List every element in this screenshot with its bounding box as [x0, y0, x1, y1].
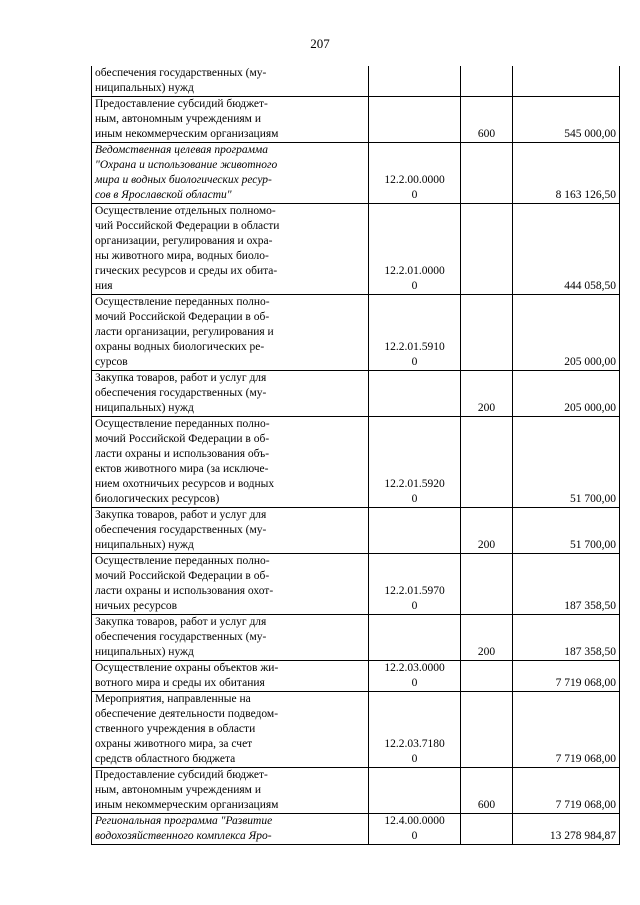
row-code-text: 12.2.01.5920 0 — [384, 478, 445, 505]
table-row — [92, 97, 620, 143]
row-amount-text: 545 000,00 — [564, 128, 616, 140]
row-name-text: Мероприятия, направленные на обеспечение деятельности подведом- ственного учреждения в области охраны животного мира, за счет средств областного бюджета — [95, 693, 279, 765]
row-amount-cell — [513, 692, 620, 768]
row-code-cell — [369, 143, 461, 204]
table-row — [92, 615, 620, 661]
row-amount-cell — [513, 661, 620, 692]
row-code-cell — [369, 66, 461, 97]
row-expense-type-cell — [461, 814, 513, 845]
row-name-cell — [92, 417, 369, 508]
row-name-text: Осуществление переданных полно- мочий Российской Федерации в об- ласти охраны и использования объ- ектов животного мира (за исключе- нием охотничьих ресурсов и водных биологических ресурсов) — [95, 418, 275, 505]
row-code-text: 12.4.00.0000 0 — [384, 815, 445, 842]
row-expense-type-text: 600 — [477, 799, 496, 811]
row-code-text: 12.2.03.7180 0 — [384, 738, 445, 765]
row-amount-text: 444 058,50 — [564, 280, 616, 292]
row-expense-type-cell — [461, 371, 513, 417]
table-row — [92, 417, 620, 508]
row-name-text: обеспечения государственных (му- ниципальных) нужд — [95, 67, 267, 94]
row-expense-type-cell — [461, 615, 513, 661]
row-amount-text: 187 358,50 — [564, 646, 616, 658]
row-amount-cell — [513, 371, 620, 417]
row-expense-type-cell — [461, 417, 513, 508]
row-amount-cell — [513, 204, 620, 295]
row-expense-type-cell — [461, 554, 513, 615]
row-name-cell — [92, 66, 369, 97]
row-name-text: Ведомственная целевая программа "Охрана и использование животного мира и водных биологических ресур- сов в Ярославской области" — [95, 144, 278, 201]
row-amount-cell — [513, 417, 620, 508]
row-expense-type-cell — [461, 97, 513, 143]
row-expense-type-cell — [461, 661, 513, 692]
row-code-text: 12.2.01.5970 0 — [384, 585, 445, 612]
row-name-text: Закупка товаров, работ и услуг для обеспечения государственных (му- ниципальных) нужд — [95, 372, 267, 414]
row-code-cell — [369, 97, 461, 143]
row-code-cell — [369, 371, 461, 417]
row-name-text: Региональная программа "Развитие водохозяйственного комплекса Яро- — [95, 815, 273, 842]
row-name-cell — [92, 692, 369, 768]
row-name-text: Осуществление переданных полно- мочий Российской Федерации в об- ласти организации, регулирования и охраны водных биологических ре- сурсов — [95, 296, 274, 368]
row-name-text: Закупка товаров, работ и услуг для обеспечения государственных (му- ниципальных) нужд — [95, 616, 267, 658]
page-number: 207 — [310, 36, 330, 51]
row-amount-text: 7 719 068,00 — [555, 753, 616, 765]
table-row — [92, 692, 620, 768]
row-expense-type-cell — [461, 692, 513, 768]
row-name-text: Осуществление охраны объектов жи- вотного мира и среды их обитания — [95, 662, 279, 689]
row-name-text: Закупка товаров, работ и услуг для обеспечения государственных (му- ниципальных) нужд — [95, 509, 267, 551]
row-code-cell — [369, 554, 461, 615]
row-amount-cell — [513, 66, 620, 97]
row-expense-type-cell — [461, 768, 513, 814]
row-amount-cell — [513, 295, 620, 371]
row-expense-type-text: 200 — [477, 539, 496, 551]
row-code-text: 12.2.01.0000 0 — [384, 265, 445, 292]
table-row — [92, 295, 620, 371]
budget-table-body — [92, 66, 620, 845]
row-name-cell — [92, 814, 369, 845]
table-row — [92, 66, 620, 97]
row-code-cell — [369, 661, 461, 692]
row-amount-text: 8 163 126,50 — [555, 189, 616, 201]
row-amount-text: 7 719 068,00 — [555, 677, 616, 689]
row-name-cell — [92, 204, 369, 295]
row-amount-cell — [513, 814, 620, 845]
table-row — [92, 554, 620, 615]
row-amount-text: 13 278 984,87 — [549, 830, 616, 842]
table-row — [92, 814, 620, 845]
row-expense-type-text: 200 — [477, 646, 496, 658]
row-code-text: 12.2.03.0000 0 — [384, 662, 445, 689]
row-amount-cell — [513, 615, 620, 661]
table-row — [92, 204, 620, 295]
row-name-text: Предоставление субсидий бюджет- ным, автономным учреждениям и иным некоммерческим организациям — [95, 98, 279, 140]
row-expense-type-cell — [461, 295, 513, 371]
row-amount-cell — [513, 97, 620, 143]
row-code-cell — [369, 768, 461, 814]
row-code-text: 12.2.01.5910 0 — [384, 341, 445, 368]
row-amount-text: 51 700,00 — [570, 539, 616, 551]
row-name-text: Осуществление переданных полно- мочий Российской Федерации в об- ласти охраны и использования охот- ничьих ресурсов — [95, 555, 274, 612]
row-code-cell — [369, 814, 461, 845]
row-name-cell — [92, 661, 369, 692]
row-name-text: Предоставление субсидий бюджет- ным, автономным учреждениям и иным некоммерческим организациям — [95, 769, 279, 811]
row-name-cell — [92, 768, 369, 814]
row-expense-type-cell — [461, 204, 513, 295]
table-row — [92, 508, 620, 554]
row-code-cell — [369, 204, 461, 295]
row-expense-type-text: 600 — [477, 128, 496, 140]
row-code-cell — [369, 508, 461, 554]
row-amount-cell — [513, 143, 620, 204]
table-row — [92, 371, 620, 417]
row-code-text: 12.2.00.0000 0 — [384, 174, 445, 201]
row-name-cell — [92, 143, 369, 204]
table-row — [92, 143, 620, 204]
row-code-cell — [369, 295, 461, 371]
row-name-cell — [92, 371, 369, 417]
row-amount-text: 205 000,00 — [564, 356, 616, 368]
budget-table — [91, 66, 620, 845]
row-code-cell — [369, 615, 461, 661]
row-expense-type-cell — [461, 66, 513, 97]
row-amount-cell — [513, 768, 620, 814]
row-code-cell — [369, 417, 461, 508]
row-name-cell — [92, 615, 369, 661]
row-amount-cell — [513, 554, 620, 615]
row-amount-text: 187 358,50 — [564, 600, 616, 612]
row-name-text: Осуществление отдельных полномо- чий Российской Федерации в области организации, регулирования и охра- ны животного мира, водных биоло- гических ресурсов и среды их обита- ния — [95, 205, 280, 292]
row-name-cell — [92, 295, 369, 371]
row-expense-type-cell — [461, 508, 513, 554]
row-expense-type-text: 200 — [477, 402, 496, 414]
row-name-cell — [92, 97, 369, 143]
row-amount-text: 205 000,00 — [564, 402, 616, 414]
table-row — [92, 768, 620, 814]
row-expense-type-cell — [461, 143, 513, 204]
row-code-cell — [369, 692, 461, 768]
row-name-cell — [92, 508, 369, 554]
row-amount-text: 7 719 068,00 — [555, 799, 616, 811]
row-amount-cell — [513, 508, 620, 554]
row-name-cell — [92, 554, 369, 615]
table-row — [92, 661, 620, 692]
row-amount-text: 51 700,00 — [570, 493, 616, 505]
